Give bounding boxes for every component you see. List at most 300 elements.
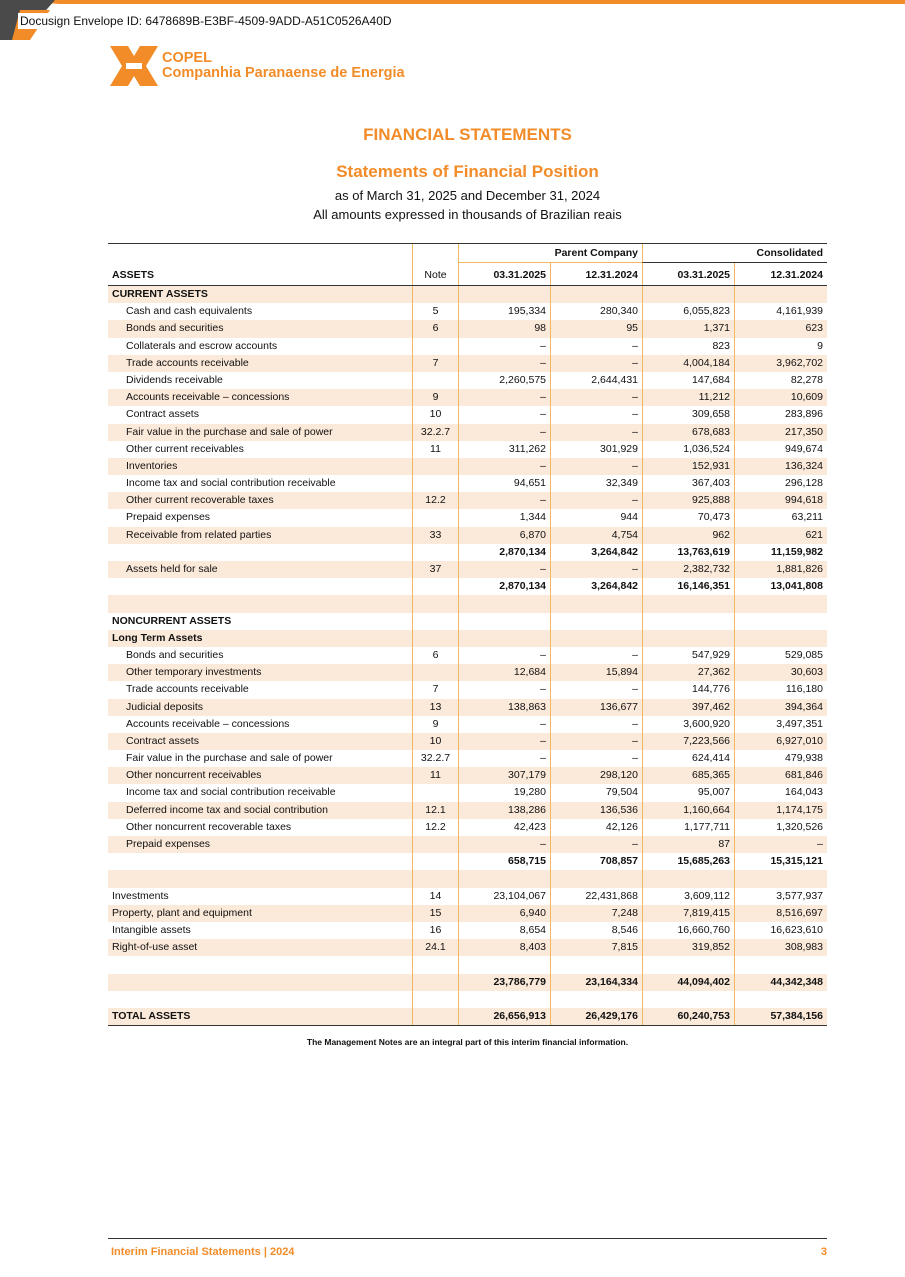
table-row — [108, 870, 827, 887]
cell-note: 16 — [412, 922, 458, 939]
cell-label: Right-of-use asset — [112, 941, 198, 954]
table-row — [108, 1008, 827, 1026]
cell-co-2025: 678,683 — [642, 424, 734, 441]
table-row — [108, 475, 827, 492]
cell-label: Property, plant and equipment — [112, 906, 252, 919]
cell-pc-2024: – — [550, 492, 642, 509]
cell-pc-2024: – — [550, 750, 642, 767]
assets-header: ASSETS — [112, 269, 155, 281]
cell-pc-2024: – — [550, 716, 642, 733]
cell-co-2025: 397,462 — [642, 699, 734, 716]
cell-pc-2024 — [550, 870, 642, 887]
cell-pc-2025: – — [458, 355, 550, 372]
cell-co-2025 — [642, 870, 734, 887]
table-row — [108, 888, 827, 905]
cell-pc-2024: 22,431,868 — [550, 888, 642, 905]
cell-pc-2025 — [458, 595, 550, 612]
cell-note — [412, 613, 458, 630]
cell-note — [412, 372, 458, 389]
cell-pc-2024: 95 — [550, 320, 642, 337]
cell-co-2024: 9 — [734, 338, 827, 355]
table-row — [108, 750, 827, 767]
table-row — [108, 716, 827, 733]
cell-co-2024: 30,603 — [734, 664, 827, 681]
table-row — [108, 836, 827, 853]
cell-co-2025: 7,223,566 — [642, 733, 734, 750]
cell-note — [412, 509, 458, 526]
cell-co-2025 — [642, 991, 734, 1008]
table-row — [108, 578, 827, 595]
table-row — [108, 286, 827, 303]
cell-label: Bonds and securities — [126, 648, 224, 661]
cell-note — [412, 286, 458, 303]
cell-co-2025: 11,212 — [642, 389, 734, 406]
table-row — [108, 681, 827, 698]
cell-label: Fair value in the purchase and sale of power — [126, 752, 333, 765]
cell-co-2025: 87 — [642, 836, 734, 853]
table-row — [108, 544, 827, 561]
cell-note: 24.1 — [412, 939, 458, 956]
cell-pc-2025: 138,286 — [458, 802, 550, 819]
cell-pc-2024: – — [550, 681, 642, 698]
cell-label: Trade accounts receivable — [126, 356, 249, 369]
cell-co-2024 — [734, 595, 827, 612]
cell-note — [412, 956, 458, 973]
cell-co-2024: 623 — [734, 320, 827, 337]
cell-co-2025: 1,160,664 — [642, 802, 734, 819]
cell-label — [108, 578, 412, 595]
table-row — [108, 664, 827, 681]
cell-co-2024: 296,128 — [734, 475, 827, 492]
cell-co-2024 — [734, 630, 827, 647]
cell-pc-2024: 4,754 — [550, 527, 642, 544]
cell-label: Deferred income tax and social contribution — [126, 803, 328, 816]
cell-co-2024: 8,516,697 — [734, 905, 827, 922]
cell-pc-2025: – — [458, 458, 550, 475]
cell-note: 32.2.7 — [412, 424, 458, 441]
cell-co-2024: 10,609 — [734, 389, 827, 406]
cell-co-2025: 147,684 — [642, 372, 734, 389]
cell-pc-2024 — [550, 613, 642, 630]
page-number: 3 — [820, 1246, 827, 1258]
cell-co-2025 — [642, 286, 734, 303]
cell-pc-2024: 2,644,431 — [550, 372, 642, 389]
cell-note — [412, 853, 458, 870]
cell-co-2025: 16,660,760 — [642, 922, 734, 939]
cell-label: Other current recoverable taxes — [126, 494, 274, 507]
table-row — [108, 767, 827, 784]
footer-divider — [108, 1238, 827, 1239]
cell-co-2024: 82,278 — [734, 372, 827, 389]
cell-label: Inventories — [126, 459, 178, 472]
cell-pc-2025: 138,863 — [458, 699, 550, 716]
table-row — [108, 956, 827, 973]
cell-label — [108, 956, 412, 973]
cell-note — [412, 544, 458, 561]
cell-co-2024: – — [734, 836, 827, 853]
pc-2025-header: 03.31.2025 — [458, 263, 550, 285]
cell-co-2024: 1,174,175 — [734, 802, 827, 819]
cell-pc-2024: 136,677 — [550, 699, 642, 716]
financial-position-table — [108, 243, 827, 1026]
cell-pc-2024: 32,349 — [550, 475, 642, 492]
cell-pc-2025: – — [458, 338, 550, 355]
cell-pc-2024: 3,264,842 — [550, 578, 642, 595]
cell-co-2024: 164,043 — [734, 784, 827, 801]
cell-note — [412, 1008, 458, 1025]
table-row — [108, 630, 827, 647]
cell-co-2024 — [734, 286, 827, 303]
cell-pc-2025: 658,715 — [458, 853, 550, 870]
cell-co-2025: 685,365 — [642, 767, 734, 784]
cell-pc-2024: 8,546 — [550, 922, 642, 939]
envelope-id: Docusign Envelope ID: 6478689B-E3BF-4509-9ADD-A51C0526A40D — [20, 14, 392, 28]
cell-pc-2024: 79,504 — [550, 784, 642, 801]
page-title: FINANCIAL STATEMENTS — [363, 125, 572, 144]
table-row — [108, 784, 827, 801]
cell-co-2025: 7,819,415 — [642, 905, 734, 922]
cell-co-2024: 394,364 — [734, 699, 827, 716]
cell-co-2025: 309,658 — [642, 406, 734, 423]
cell-co-2024: 3,577,937 — [734, 888, 827, 905]
cell-label: Cash and cash equivalents — [126, 305, 253, 318]
cell-note: 6 — [412, 647, 458, 664]
co-2025-header: 03.31.2025 — [642, 263, 734, 285]
cell-co-2025: 27,362 — [642, 664, 734, 681]
cell-note: 10 — [412, 733, 458, 750]
cell-label: Accounts receivable – concessions — [126, 391, 290, 404]
table-row — [108, 389, 827, 406]
cell-note: 10 — [412, 406, 458, 423]
cell-pc-2024: – — [550, 338, 642, 355]
cell-co-2025: 60,240,753 — [642, 1008, 734, 1025]
cell-co-2025: 16,146,351 — [642, 578, 734, 595]
cell-pc-2024: – — [550, 424, 642, 441]
cell-label: Investments — [112, 889, 169, 902]
statement-subtitle: Statements of Financial Position — [336, 162, 599, 181]
cell-co-2025: 925,888 — [642, 492, 734, 509]
cell-note: 33 — [412, 527, 458, 544]
cell-label: Collaterals and escrow accounts — [126, 339, 278, 352]
cell-co-2025: 3,600,920 — [642, 716, 734, 733]
cell-pc-2025 — [458, 956, 550, 973]
cell-co-2025: 547,929 — [642, 647, 734, 664]
management-notes-footnote: The Management Notes are an integral part of this interim financial information. — [306, 1037, 629, 1047]
cell-label: Other noncurrent receivables — [126, 769, 262, 782]
cell-co-2025: 95,007 — [642, 784, 734, 801]
cell-co-2024: 994,618 — [734, 492, 827, 509]
cell-co-2024: 44,342,348 — [734, 974, 827, 991]
cell-pc-2024: – — [550, 733, 642, 750]
note-header: Note — [412, 263, 458, 285]
cell-note — [412, 578, 458, 595]
cell-pc-2025: 6,940 — [458, 905, 550, 922]
cell-label: Accounts receivable – concessions — [126, 717, 290, 730]
cell-pc-2024 — [550, 956, 642, 973]
cell-co-2024: 57,384,156 — [734, 1008, 827, 1025]
cell-co-2025: 13,763,619 — [642, 544, 734, 561]
cell-label: CURRENT ASSETS — [112, 288, 208, 300]
cell-pc-2024: 708,857 — [550, 853, 642, 870]
date-line: as of March 31, 2025 and December 31, 2024 — [334, 188, 601, 203]
cell-note — [412, 870, 458, 887]
cell-pc-2025: 2,870,134 — [458, 578, 550, 595]
cell-label: Bonds and securities — [126, 322, 224, 335]
cell-label: Income tax and social contribution receivable — [126, 477, 336, 490]
cell-label: Contract assets — [126, 408, 199, 421]
cell-co-2024: 529,085 — [734, 647, 827, 664]
cell-pc-2025: 8,403 — [458, 939, 550, 956]
units-line: All amounts expressed in thousands of Brazilian reais — [313, 207, 622, 222]
cell-note — [412, 974, 458, 991]
cell-co-2025: 1,371 — [642, 320, 734, 337]
cell-pc-2025: 311,262 — [458, 441, 550, 458]
cell-note: 12.2 — [412, 819, 458, 836]
cell-label — [108, 991, 412, 1008]
cell-label: Other temporary investments — [126, 666, 262, 679]
cell-pc-2025: 23,786,779 — [458, 974, 550, 991]
cell-co-2025: 144,776 — [642, 681, 734, 698]
cell-label: Dividends receivable — [126, 373, 223, 386]
cell-co-2025: 3,609,112 — [642, 888, 734, 905]
cell-label: Contract assets — [126, 734, 199, 747]
table-row — [108, 699, 827, 716]
table-row — [108, 320, 827, 337]
cell-pc-2024: 7,248 — [550, 905, 642, 922]
cell-note: 7 — [412, 681, 458, 698]
cell-co-2025: 4,004,184 — [642, 355, 734, 372]
cell-note: 11 — [412, 441, 458, 458]
cell-note: 12.1 — [412, 802, 458, 819]
table-body — [108, 286, 827, 1026]
cell-pc-2025: – — [458, 424, 550, 441]
cell-note — [412, 836, 458, 853]
parent-company-header: Parent Company — [458, 244, 642, 263]
cell-co-2024: 3,962,702 — [734, 355, 827, 372]
table-row — [108, 441, 827, 458]
cell-label — [108, 870, 412, 887]
table-row — [108, 819, 827, 836]
cell-note: 37 — [412, 561, 458, 578]
cell-co-2025: 70,473 — [642, 509, 734, 526]
co-2024-header: 12.31.2024 — [734, 263, 827, 285]
cell-co-2025: 367,403 — [642, 475, 734, 492]
cell-pc-2025: 94,651 — [458, 475, 550, 492]
table-row — [108, 802, 827, 819]
cell-pc-2024: – — [550, 389, 642, 406]
table-row — [108, 561, 827, 578]
cell-co-2024 — [734, 613, 827, 630]
cell-label: Income tax and social contribution receivable — [126, 786, 336, 799]
cell-pc-2024: – — [550, 458, 642, 475]
cell-note: 14 — [412, 888, 458, 905]
cell-pc-2025: – — [458, 733, 550, 750]
table-row — [108, 922, 827, 939]
table-row — [108, 372, 827, 389]
table-row — [108, 905, 827, 922]
cell-pc-2025: 2,260,575 — [458, 372, 550, 389]
cell-co-2025: 6,055,823 — [642, 303, 734, 320]
cell-pc-2025: 307,179 — [458, 767, 550, 784]
table-row — [108, 853, 827, 870]
cell-note — [412, 991, 458, 1008]
cell-co-2024: 308,983 — [734, 939, 827, 956]
cell-pc-2025 — [458, 630, 550, 647]
cell-co-2024: 63,211 — [734, 509, 827, 526]
cell-co-2024: 136,324 — [734, 458, 827, 475]
table-row — [108, 595, 827, 612]
table-row — [108, 733, 827, 750]
cell-co-2024: 15,315,121 — [734, 853, 827, 870]
cell-label — [108, 974, 412, 991]
cell-label: Intangible assets — [112, 923, 191, 936]
cell-pc-2024: 15,894 — [550, 664, 642, 681]
cell-co-2024 — [734, 870, 827, 887]
cell-label: Long Term Assets — [112, 631, 203, 644]
table-row — [108, 458, 827, 475]
cell-co-2025 — [642, 613, 734, 630]
cell-pc-2025: 1,344 — [458, 509, 550, 526]
cell-note — [412, 630, 458, 647]
cell-label: Other noncurrent recoverable taxes — [126, 820, 292, 833]
group-header-row — [108, 244, 827, 263]
cell-pc-2025: – — [458, 389, 550, 406]
cell-pc-2025: – — [458, 406, 550, 423]
cell-pc-2024: 298,120 — [550, 767, 642, 784]
cell-pc-2024: – — [550, 836, 642, 853]
cell-pc-2025: – — [458, 681, 550, 698]
cell-pc-2024: 42,126 — [550, 819, 642, 836]
cell-note: 12.2 — [412, 492, 458, 509]
cell-label: Other current receivables — [126, 442, 244, 455]
brand-full: Companhia Paranaense de Energia — [162, 65, 405, 81]
table-row — [108, 991, 827, 1008]
cell-pc-2025 — [458, 613, 550, 630]
cell-co-2024: 681,846 — [734, 767, 827, 784]
cell-note: 15 — [412, 905, 458, 922]
cell-pc-2025: – — [458, 561, 550, 578]
cell-co-2024: 16,623,610 — [734, 922, 827, 939]
cell-pc-2025: – — [458, 647, 550, 664]
cell-co-2024: 11,159,982 — [734, 544, 827, 561]
cell-pc-2024: – — [550, 406, 642, 423]
cell-note: 6 — [412, 320, 458, 337]
cell-note: 11 — [412, 767, 458, 784]
cell-label: Prepaid expenses — [126, 511, 211, 524]
cell-co-2024: 1,320,526 — [734, 819, 827, 836]
cell-pc-2025: 195,334 — [458, 303, 550, 320]
cell-pc-2025: 12,684 — [458, 664, 550, 681]
cell-note: 9 — [412, 389, 458, 406]
cell-pc-2024: – — [550, 561, 642, 578]
cell-note: 9 — [412, 716, 458, 733]
cell-co-2025: 152,931 — [642, 458, 734, 475]
brand-name — [162, 51, 405, 81]
cell-pc-2024: 136,536 — [550, 802, 642, 819]
consolidated-header: Consolidated — [642, 244, 827, 263]
cell-pc-2025: 19,280 — [458, 784, 550, 801]
cell-label — [108, 544, 412, 561]
table-row — [108, 492, 827, 509]
cell-pc-2025: 2,870,134 — [458, 544, 550, 561]
cell-co-2024: 116,180 — [734, 681, 827, 698]
cell-pc-2025 — [458, 870, 550, 887]
table-row — [108, 527, 827, 544]
cell-co-2024: 4,161,939 — [734, 303, 827, 320]
cell-pc-2024: 301,929 — [550, 441, 642, 458]
cell-pc-2025: 26,656,913 — [458, 1008, 550, 1025]
cell-label: Trade accounts receivable — [126, 683, 249, 696]
cell-co-2025: 624,414 — [642, 750, 734, 767]
table-row — [108, 613, 827, 630]
cell-note — [412, 784, 458, 801]
cell-pc-2024: 280,340 — [550, 303, 642, 320]
cell-note — [412, 338, 458, 355]
table-row — [108, 939, 827, 956]
cell-co-2025 — [642, 630, 734, 647]
cell-co-2025: 823 — [642, 338, 734, 355]
cell-pc-2024: – — [550, 647, 642, 664]
table-row — [108, 509, 827, 526]
cell-co-2025 — [642, 956, 734, 973]
cell-co-2024: 479,938 — [734, 750, 827, 767]
cell-pc-2024: – — [550, 355, 642, 372]
cell-note: 7 — [412, 355, 458, 372]
table-row — [108, 974, 827, 991]
cell-co-2025: 1,036,524 — [642, 441, 734, 458]
cell-label: TOTAL ASSETS — [112, 1009, 191, 1022]
cell-note: 13 — [412, 699, 458, 716]
cell-pc-2025: 42,423 — [458, 819, 550, 836]
cell-pc-2024: 23,164,334 — [550, 974, 642, 991]
cell-pc-2024: 26,429,176 — [550, 1008, 642, 1025]
cell-co-2025: 15,685,263 — [642, 853, 734, 870]
table-row — [108, 647, 827, 664]
cell-co-2025: 1,177,711 — [642, 819, 734, 836]
cell-pc-2025: – — [458, 492, 550, 509]
cell-label: Assets held for sale — [126, 563, 218, 575]
footer-title: Interim Financial Statements | 2024 — [111, 1246, 295, 1258]
table-row — [108, 406, 827, 423]
column-header-row — [108, 263, 827, 286]
cell-pc-2024: 3,264,842 — [550, 544, 642, 561]
cell-pc-2025: 23,104,067 — [458, 888, 550, 905]
cell-co-2025: 319,852 — [642, 939, 734, 956]
cell-note — [412, 595, 458, 612]
cell-note: 5 — [412, 303, 458, 320]
cell-label — [108, 595, 412, 612]
cell-co-2024: 3,497,351 — [734, 716, 827, 733]
cell-pc-2024 — [550, 630, 642, 647]
cell-co-2024: 6,927,010 — [734, 733, 827, 750]
cell-pc-2025: 98 — [458, 320, 550, 337]
cell-note — [412, 664, 458, 681]
cell-co-2025: 2,382,732 — [642, 561, 734, 578]
cell-co-2024 — [734, 956, 827, 973]
cell-co-2025: 44,094,402 — [642, 974, 734, 991]
cell-label: Prepaid expenses — [126, 838, 211, 850]
cell-co-2025: 962 — [642, 527, 734, 544]
cell-label: Judicial deposits — [126, 700, 204, 713]
cell-note — [412, 475, 458, 492]
cell-co-2025 — [642, 595, 734, 612]
table-row — [108, 338, 827, 355]
table-row — [108, 303, 827, 320]
table-row — [108, 424, 827, 441]
table-row — [108, 355, 827, 372]
cell-pc-2024: 7,815 — [550, 939, 642, 956]
cell-pc-2024: 944 — [550, 509, 642, 526]
